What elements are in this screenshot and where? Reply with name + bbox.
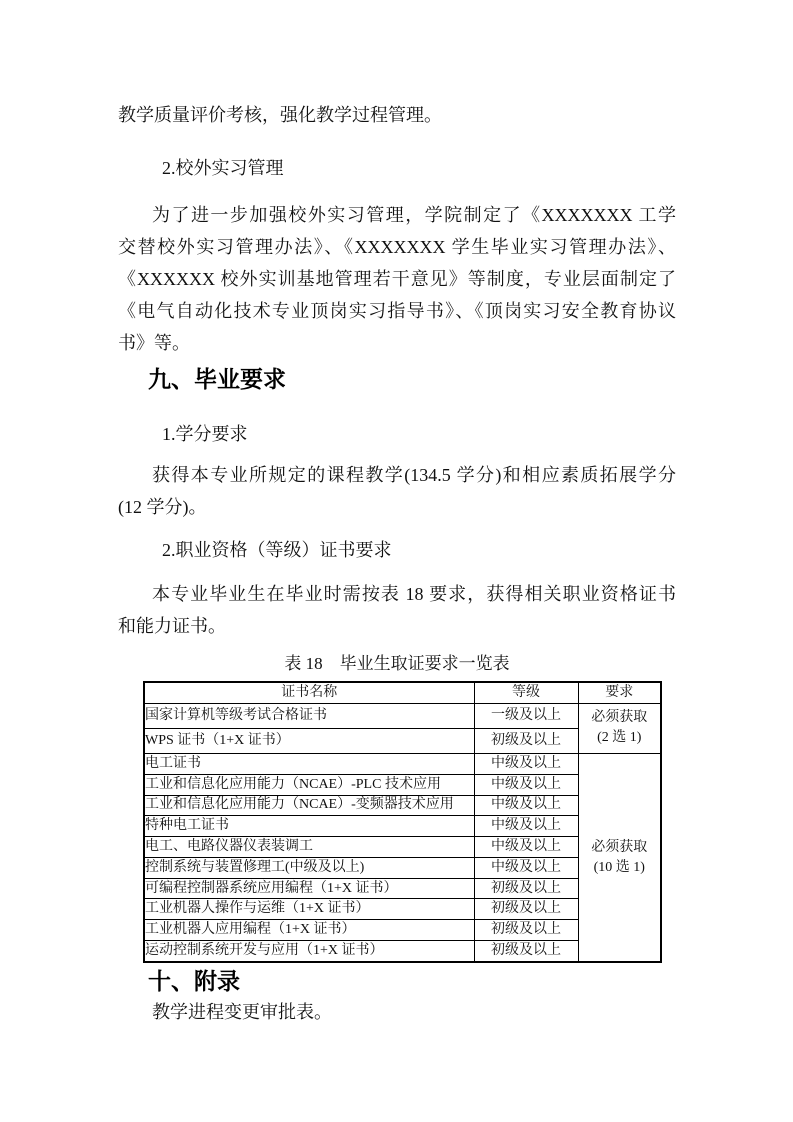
certificate-requirements-table xyxy=(143,681,662,963)
requirement-text: 必须获取 xyxy=(591,839,648,855)
level-cell: 初级及以上 xyxy=(474,878,578,899)
text-line: 获得本专业所规定的课程教学(134.5 学分)和相应素质拓展学分 xyxy=(152,465,676,485)
level-cell: 中级及以上 xyxy=(474,774,578,795)
level-cell: 中级及以上 xyxy=(474,857,578,878)
text-line: 书》等。 xyxy=(118,333,190,353)
section-heading-graduation-requirements: 九、毕业要求 xyxy=(148,366,286,392)
text-line: 《XXXXXX 校外实训基地管理若干意见》等制度，专业层面制定了 xyxy=(118,269,676,289)
text-line: 本专业毕业生在毕业时需按表 18 要求，获得相关职业资格证书 xyxy=(152,584,676,604)
paragraph-external-practice xyxy=(118,199,676,359)
requirement-text: (10 选 1) xyxy=(593,859,645,875)
level-cell: 初级及以上 xyxy=(474,728,578,753)
certificate-name-cell: 工业和信息化应用能力（NCAE）-PLC 技术应用 xyxy=(144,774,474,795)
level-cell: 中级及以上 xyxy=(474,816,578,837)
subsection-heading-credit-requirements: 1.学分要求 xyxy=(162,424,248,444)
level-cell: 初级及以上 xyxy=(474,941,578,962)
column-header-requirement: 要求 xyxy=(578,682,661,703)
certificate-name-cell: 工业和信息化应用能力（NCAE）-变频器技术应用 xyxy=(144,795,474,816)
level-cell: 中级及以上 xyxy=(474,754,578,775)
section-heading-appendix: 十、附录 xyxy=(148,968,240,994)
requirement-cell-group2 xyxy=(578,754,661,962)
certificate-name-cell: WPS 证书（1+X 证书） xyxy=(144,728,474,753)
requirement-text: (2 选 1) xyxy=(597,730,642,746)
column-header-certificate-name: 证书名称 xyxy=(144,682,474,703)
paragraph-continuation-line: 教学质量评价考核，强化教学过程管理。 xyxy=(118,105,442,125)
certificate-name-cell: 工业机器人操作与运维（1+X 证书） xyxy=(144,899,474,920)
requirement-cell-group1 xyxy=(578,703,661,753)
text-line: 和能力证书。 xyxy=(118,616,226,636)
text-line: 交替校外实习管理办法》、《XXXXXXX 学生毕业实习管理办法》、 xyxy=(118,237,676,257)
level-cell: 初级及以上 xyxy=(474,899,578,920)
table-header-row xyxy=(144,682,661,703)
certificate-name-cell: 可编程控制器系统应用编程（1+X 证书） xyxy=(144,878,474,899)
certificate-name-cell: 电工、电路仪器仪表装调工 xyxy=(144,837,474,858)
table-row xyxy=(144,703,661,728)
document-content xyxy=(0,99,793,1028)
level-cell: 中级及以上 xyxy=(474,837,578,858)
requirement-text: 必须获取 xyxy=(591,710,648,726)
certificate-name-cell: 国家计算机等级考试合格证书 xyxy=(144,703,474,728)
subsection-heading-certificate-requirements: 2.职业资格（等级）证书要求 xyxy=(162,540,392,560)
level-cell: 中级及以上 xyxy=(474,795,578,816)
paragraph-credit-requirements xyxy=(118,459,676,523)
table-row xyxy=(144,754,661,775)
text-line: (12 学分)。 xyxy=(118,497,207,517)
level-cell: 初级及以上 xyxy=(474,920,578,941)
certificate-name-cell: 工业机器人应用编程（1+X 证书） xyxy=(144,920,474,941)
text-line: 为了进一步加强校外实习管理，学院制定了《XXXXXXX 工学 xyxy=(152,205,676,225)
certificate-name-cell: 运动控制系统开发与应用（1+X 证书） xyxy=(144,941,474,962)
text-line: 《电气自动化技术专业顶岗实习指导书》、《顶岗实习安全教育协议 xyxy=(118,301,676,321)
table-caption: 表 18 毕业生取证要求一览表 xyxy=(284,654,510,673)
subsection-heading-external-practice: 2.校外实习管理 xyxy=(162,158,284,178)
certificate-name-cell: 控制系统与装置修理工(中级及以上) xyxy=(144,857,474,878)
level-cell: 一级及以上 xyxy=(474,703,578,728)
certificate-name-cell: 电工证书 xyxy=(144,754,474,775)
paragraph-certificate-requirements xyxy=(118,578,676,642)
appendix-text-line: 教学进程变更审批表。 xyxy=(152,1002,332,1022)
column-header-level: 等级 xyxy=(474,682,578,703)
certificate-name-cell: 特种电工证书 xyxy=(144,816,474,837)
